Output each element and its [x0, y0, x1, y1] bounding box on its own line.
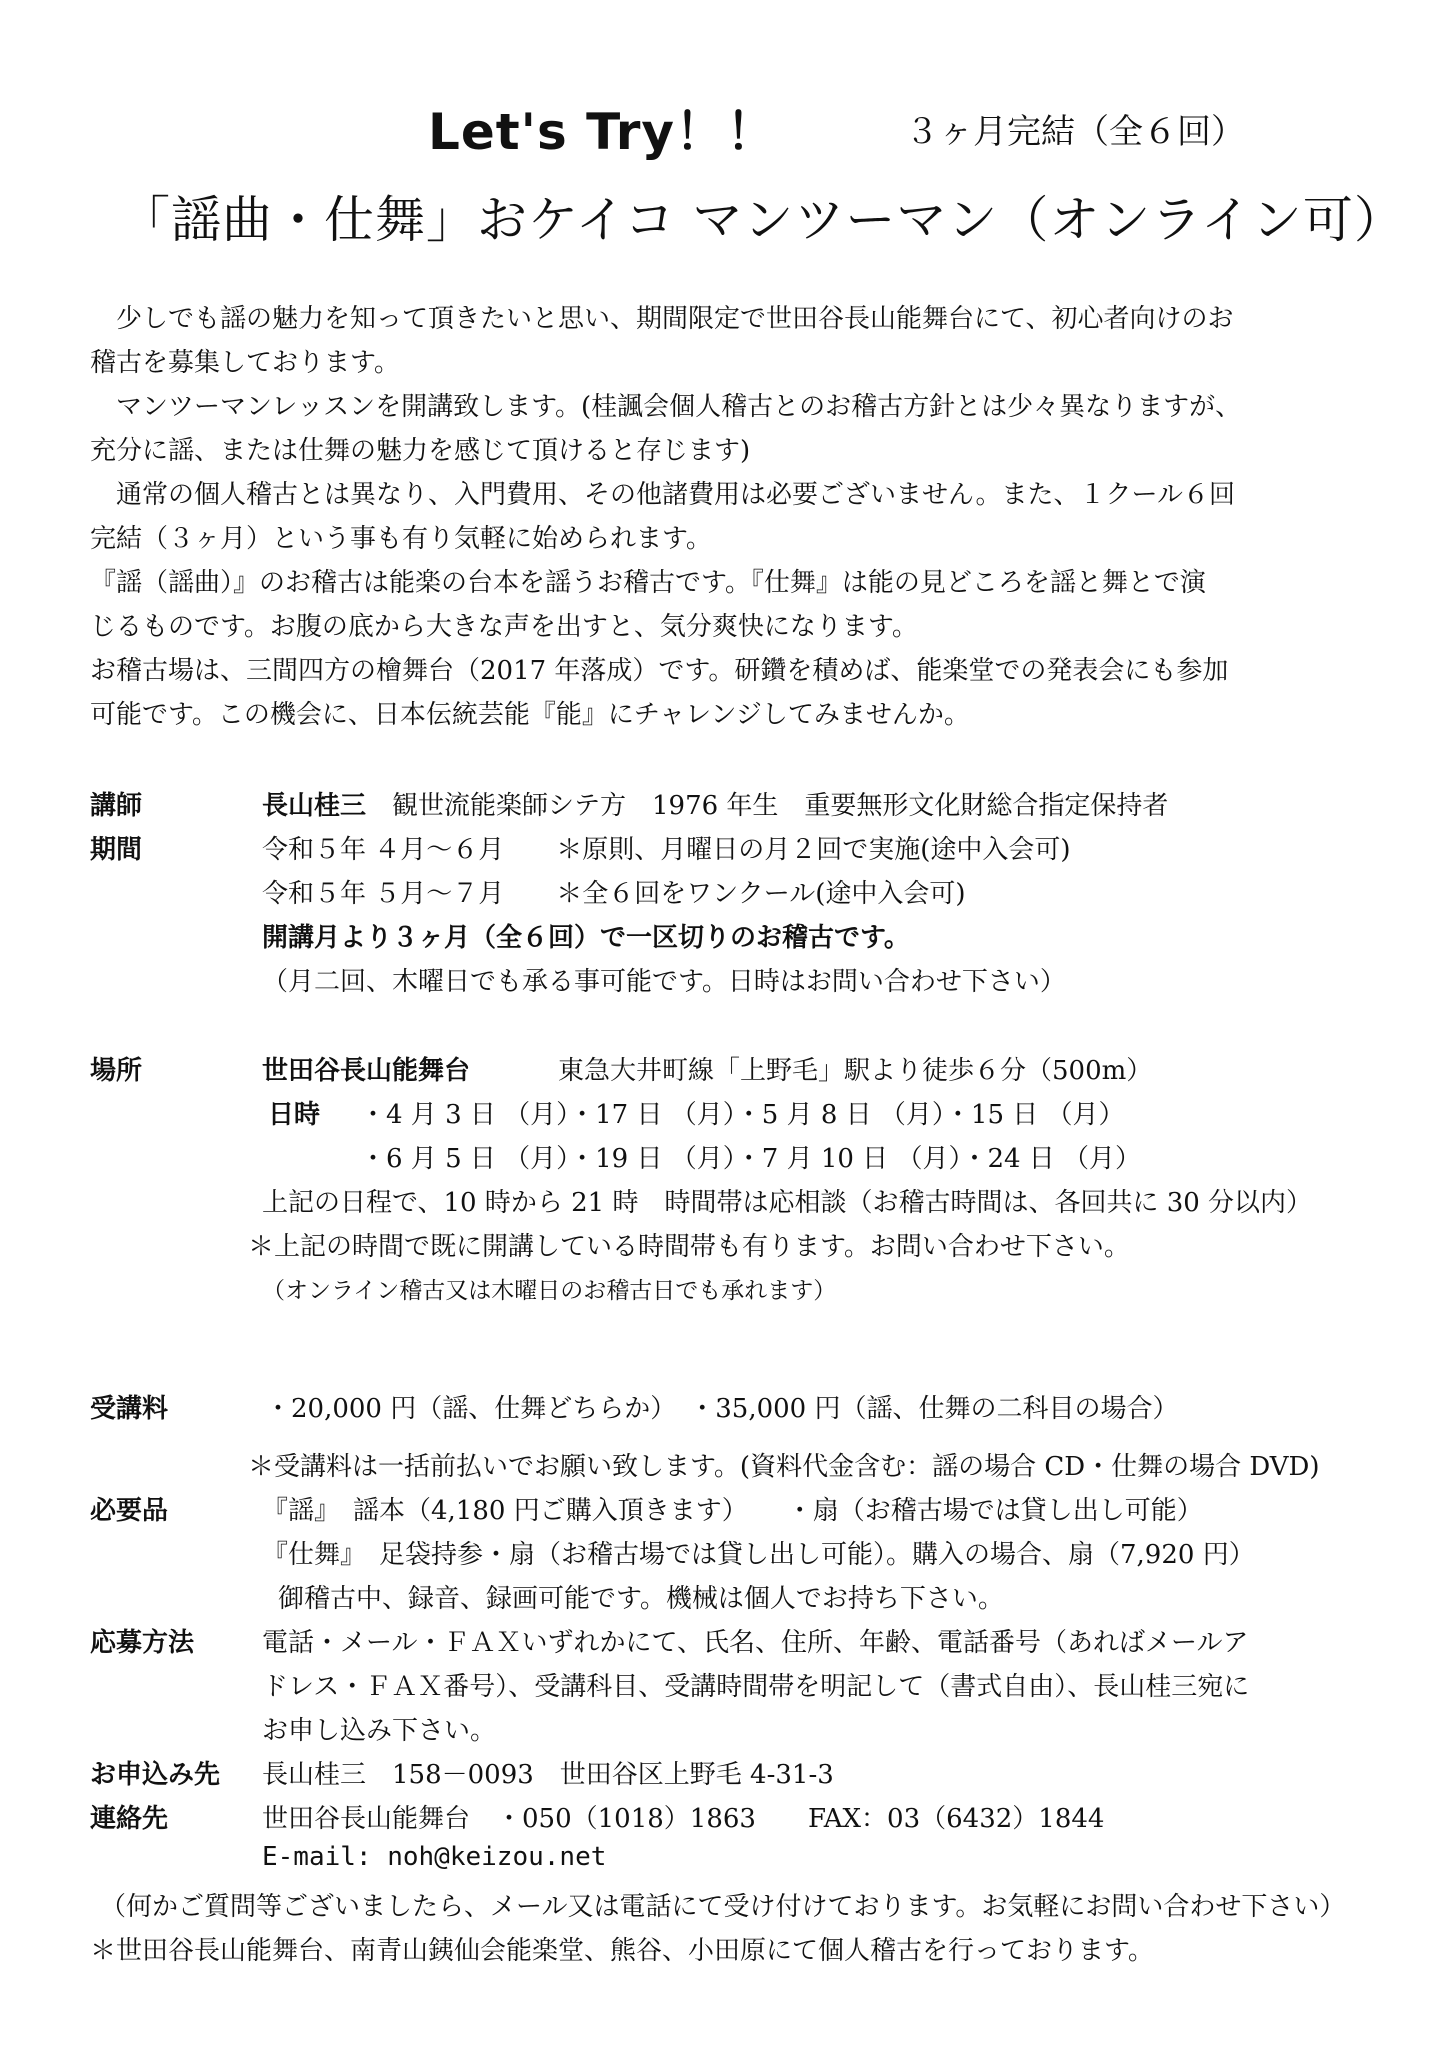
title-row: [0, 92, 1447, 162]
intro-line: じるものです。お腹の底から大きな声を出すと、気分爽快になります。: [90, 612, 918, 642]
instructor-detail: 観世流能楽師シテ方 1976 年生 重要無形文化財総合指定保持者: [392, 791, 1169, 821]
fee-note: ＊受講料は一括前払いでお願い致します。(資料代金含む：謡の場合 CD・仕舞の場合 DVD): [248, 1452, 1320, 1482]
period-line: 令和５年 ５月～７月 ＊全６回をワンクール(途中入会可): [262, 879, 966, 909]
dates-line: ・6 月 5 日 （月）・19 日 （月）・7 月 10 日 （月）・24 日 （月）: [360, 1144, 1142, 1174]
items-label: 必要品: [90, 1496, 169, 1526]
address-value: 長山桂三 158－0093 世田谷区上野毛 4-31-3: [262, 1760, 834, 1790]
period-summary: 開講月より３ヶ月（全６回）で一区切りのお稽古です。: [262, 923, 910, 953]
period-label: 期間: [90, 835, 143, 865]
booked-note: ＊上記の時間で既に開講している時間帯も有ります。お問い合わせ下さい。: [248, 1232, 1130, 1262]
fee-label: 受講料: [90, 1394, 169, 1424]
lesson-locations-note: ＊世田谷長山能舞台、南青山銕仙会能楽堂、熊谷、小田原にて個人稽古を行っております。: [90, 1936, 1154, 1966]
apply-line: お申し込み下さい。: [262, 1716, 497, 1746]
items-line: 『仕舞』 足袋持参・扇（お稽古場では貸し出し可能）。購入の場合、扇（7,920 円）: [262, 1540, 1255, 1570]
venue-name: 世田谷長山能舞台: [262, 1056, 471, 1086]
question-note: （何かご質問等ございましたら、メール又は電話にて受け付けております。お気軽にお問い合わせ下さい）: [100, 1892, 1346, 1922]
intro-line: 『謡（謡曲）』のお稽古は能楽の台本を謡うお稽古です。『仕舞』は能の見どころを謡と舞とで演: [90, 568, 1206, 598]
dates-label: 日時: [268, 1100, 321, 1130]
items-line: 『謡』 謡本（4,180 円ご購入頂きます） ・扇（お稽古場では貸し出し可能）: [262, 1496, 1203, 1526]
fee-line: ・20,000 円（謡、仕舞どちらか） ・35,000 円（謡、仕舞の二科目の場合）: [265, 1394, 1179, 1424]
intro-line: 通常の個人稽古とは異なり、入門費用、その他諸費用は必要ございません。また、１クール６回: [90, 480, 1236, 510]
intro-line: 可能です。この機会に、日本伝統芸能『能』にチャレンジしてみませんか。: [90, 700, 970, 730]
intro-line: 稽古を募集しております。: [90, 348, 400, 378]
contact-value: 世田谷長山能舞台 ・050（1018）1863 FAX：03（6432）1844: [262, 1804, 1105, 1834]
intro-line: 充分に謡、または仕舞の魅力を感じて頂けると存じます): [90, 436, 751, 466]
lets-try-heading: Let's Try！！: [428, 103, 778, 161]
instructor-name: 長山桂三: [262, 791, 367, 821]
online-note: （オンライン稽古又は木曜日のお稽古日でも承れます）: [262, 1278, 837, 1304]
contact-email: E-mail: noh@keizou.net: [262, 1842, 607, 1872]
venue-label: 場所: [90, 1056, 143, 1086]
time-note: 上記の日程で、10 時から 21 時 時間帯は応相談（お稽古時間は、各回共に 30 分以内）: [262, 1188, 1313, 1218]
items-line: 御稽古中、録音、録画可能です。機械は個人でお持ち下さい。: [278, 1584, 1004, 1614]
dates-line: ・4 月 3 日 （月）・17 日 （月）・5 月 8 日 （月）・15 日 （月）: [360, 1100, 1125, 1130]
intro-line: お稽古場は、三間四方の檜舞台（2017 年落成）です。研鑽を積めば、能楽堂での発表会にも参加: [90, 656, 1229, 686]
period-note: （月二回、木曜日でも承る事可能です。日時はお問い合わせ下さい）: [262, 967, 1066, 997]
course-length: ３ヶ月完結（全６回）: [905, 112, 1245, 152]
intro-line: マンツーマンレッスンを開講致します。(桂諷会個人稽古とのお稽古方針とは少々異なりますが、: [90, 392, 1242, 422]
period-line: 令和５年 ４月～６月 ＊原則、月曜日の月２回で実施(途中入会可): [262, 835, 1071, 865]
intro-line: 少しでも謡の魅力を知って頂きたいと思い、期間限定で世田谷長山能舞台にて、初心者向けのお: [90, 304, 1234, 334]
address-label: お申込み先: [90, 1760, 221, 1790]
page-title: 「謡曲・仕舞」おケイコ マンツーマン（オンライン可）: [120, 191, 1405, 249]
instructor-label: 講師: [90, 791, 143, 821]
apply-label: 応募方法: [90, 1628, 195, 1658]
venue-access: 東急大井町線「上野毛」駅より徒歩６分（500m）: [558, 1056, 1153, 1086]
intro-line: 完結（３ヶ月）という事も有り気軽に始められます。: [90, 524, 712, 554]
contact-label: 連絡先: [90, 1804, 169, 1834]
apply-line: ドレス・ＦＡＸ番号）、受講科目、受講時間帯を明記して（書式自由）、長山桂三宛に: [262, 1672, 1250, 1702]
apply-line: 電話・メール・ＦＡＸいずれかにて、氏名、住所、年齢、電話番号（あればメールア: [262, 1628, 1249, 1658]
